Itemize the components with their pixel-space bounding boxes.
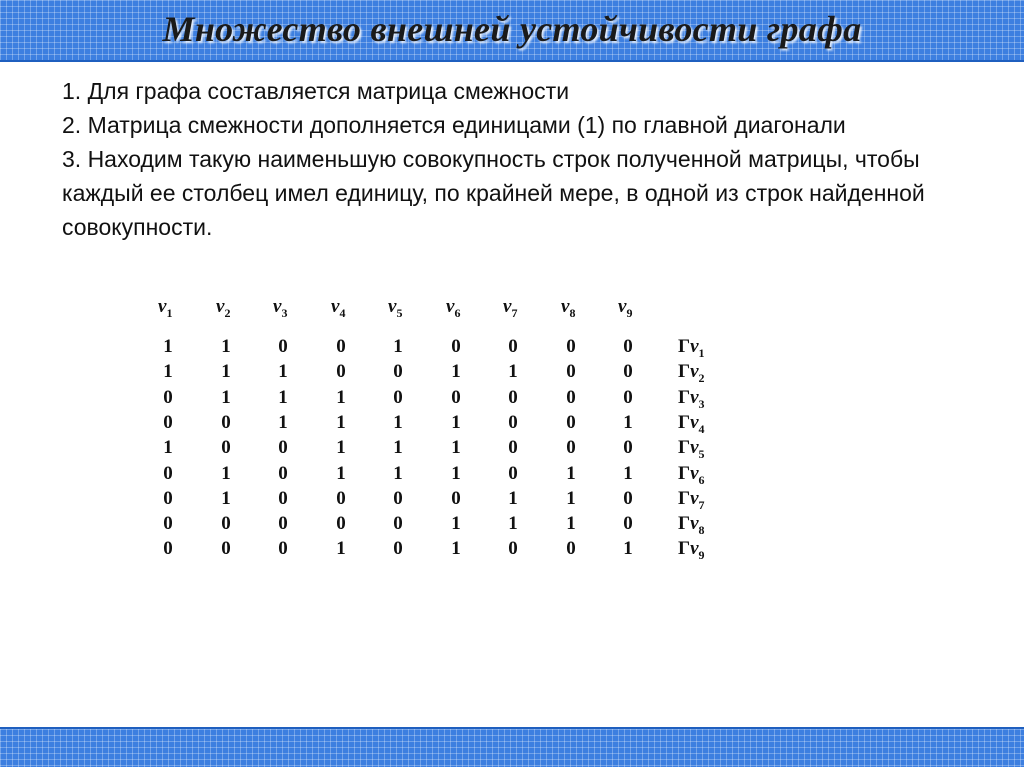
matrix-cell: 0 bbox=[336, 336, 346, 357]
row-label-letter: v bbox=[690, 411, 699, 433]
column-header-index: 4 bbox=[339, 305, 346, 320]
matrix-cell: 0 bbox=[566, 386, 576, 408]
matrix-cell: 0 bbox=[336, 487, 346, 509]
row-label-gamma-v9 bbox=[678, 538, 705, 563]
row-label-index: 7 bbox=[698, 497, 705, 512]
column-header-v6 bbox=[446, 296, 460, 321]
row-label-letter: v bbox=[690, 437, 699, 459]
matrix-cell: 0 bbox=[221, 411, 231, 433]
matrix-cell: 0 bbox=[278, 513, 288, 535]
matrix-cell: 0 bbox=[393, 513, 403, 535]
matrix-cell: 0 bbox=[508, 538, 518, 560]
matrix-cell: 1 bbox=[393, 462, 403, 484]
matrix-cell: 1 bbox=[221, 487, 231, 509]
column-header-letter: v bbox=[388, 296, 397, 317]
matrix-cell: 1 bbox=[566, 487, 576, 509]
row-label-index: 4 bbox=[698, 421, 705, 436]
matrix-cell: 0 bbox=[623, 361, 633, 383]
matrix-cell: 0 bbox=[221, 538, 231, 560]
matrix-cell: 1 bbox=[451, 538, 461, 560]
matrix-cell: 0 bbox=[278, 462, 288, 484]
column-header-v5 bbox=[388, 296, 402, 321]
matrix-cell: 0 bbox=[566, 538, 576, 560]
row-label-letter: v bbox=[690, 462, 699, 484]
matrix-cell: 0 bbox=[278, 487, 288, 509]
column-header-index: 6 bbox=[454, 305, 461, 320]
matrix-cell: 1 bbox=[221, 361, 231, 383]
row-label-gamma-v7 bbox=[678, 488, 705, 513]
matrix-cell: 1 bbox=[221, 462, 231, 484]
matrix-cell: 1 bbox=[451, 361, 461, 383]
matrix-cell: 0 bbox=[163, 462, 173, 484]
column-header-v4 bbox=[331, 296, 345, 321]
step-1: 1. Для графа составляется матрица смежности bbox=[62, 78, 570, 104]
matrix-cell: 0 bbox=[566, 336, 576, 357]
matrix-cell: 1 bbox=[336, 437, 346, 459]
row-label-gamma: Г bbox=[678, 336, 691, 357]
matrix-cell: 1 bbox=[221, 336, 231, 357]
matrix-cell: 1 bbox=[163, 361, 173, 383]
matrix-cell: 1 bbox=[336, 462, 346, 484]
column-header-v9 bbox=[618, 296, 632, 321]
matrix-cell: 0 bbox=[508, 411, 518, 433]
matrix-cell: 0 bbox=[336, 361, 346, 383]
row-label-index: 1 bbox=[698, 345, 705, 360]
row-label-index: 2 bbox=[698, 371, 705, 386]
row-label-letter: v bbox=[690, 513, 699, 535]
row-label-gamma: Г bbox=[678, 361, 691, 383]
matrix-cell: 1 bbox=[451, 437, 461, 459]
column-header-letter: v bbox=[618, 296, 627, 317]
row-label-index: 9 bbox=[698, 548, 705, 563]
row-label-gamma-v3 bbox=[678, 387, 705, 412]
matrix-cell: 0 bbox=[393, 487, 403, 509]
column-header-letter: v bbox=[158, 296, 167, 317]
column-header-index: 8 bbox=[569, 305, 576, 320]
matrix-cell: 0 bbox=[566, 411, 576, 433]
row-label-gamma: Г bbox=[678, 513, 691, 535]
column-header-letter: v bbox=[561, 296, 570, 317]
row-label-gamma: Г bbox=[678, 462, 691, 484]
row-label-letter: v bbox=[690, 487, 699, 509]
matrix-cell: 1 bbox=[623, 462, 633, 484]
column-header-index: 7 bbox=[511, 305, 518, 320]
row-label-letter: v bbox=[690, 336, 699, 357]
matrix-cell: 1 bbox=[336, 411, 346, 433]
header-divider bbox=[0, 60, 1024, 62]
row-label-letter: v bbox=[690, 386, 699, 408]
column-header-index: 2 bbox=[224, 305, 231, 320]
row-label-gamma: Г bbox=[678, 437, 691, 459]
row-label-gamma-v6 bbox=[678, 463, 705, 488]
matrix-cell: 1 bbox=[623, 538, 633, 560]
column-header-v2 bbox=[216, 296, 230, 321]
matrix-cell: 0 bbox=[163, 411, 173, 433]
row-label-gamma-v1 bbox=[678, 336, 705, 361]
matrix-cell: 0 bbox=[451, 336, 461, 357]
row-label-index: 3 bbox=[698, 396, 705, 411]
matrix-cell: 1 bbox=[566, 462, 576, 484]
matrix-cell: 1 bbox=[451, 411, 461, 433]
row-label-index: 8 bbox=[698, 522, 705, 537]
matrix-cell: 0 bbox=[393, 361, 403, 383]
matrix-cell: 1 bbox=[278, 361, 288, 383]
matrix-cell: 0 bbox=[163, 538, 173, 560]
step-3: 3. Находим такую наименьшую совокупность строк полученной матрицы, чтобы каждый ее столбец имел единицу, по крайней мере, в одной из строк найденной совокупности. bbox=[62, 146, 925, 240]
matrix-cell: 1 bbox=[278, 386, 288, 408]
matrix-cell: 1 bbox=[221, 386, 231, 408]
adjacency-matrix bbox=[150, 296, 730, 566]
matrix-cell: 0 bbox=[336, 513, 346, 535]
matrix-cell: 1 bbox=[336, 386, 346, 408]
column-header-letter: v bbox=[273, 296, 282, 317]
matrix-cell: 0 bbox=[508, 462, 518, 484]
column-header-v8 bbox=[561, 296, 575, 321]
matrix-cell: 0 bbox=[163, 487, 173, 509]
matrix-cell: 0 bbox=[623, 487, 633, 509]
matrix-cell: 0 bbox=[221, 437, 231, 459]
matrix-cell: 1 bbox=[336, 538, 346, 560]
matrix-cell: 1 bbox=[451, 513, 461, 535]
row-label-gamma: Г bbox=[678, 411, 691, 433]
row-label-letter: v bbox=[690, 361, 699, 383]
column-header-index: 3 bbox=[281, 305, 288, 320]
matrix-cell: 0 bbox=[508, 386, 518, 408]
matrix-cell: 0 bbox=[451, 386, 461, 408]
matrix-cell: 1 bbox=[278, 411, 288, 433]
matrix-cell: 0 bbox=[393, 538, 403, 560]
matrix-cell: 0 bbox=[163, 513, 173, 535]
matrix-cell: 1 bbox=[163, 437, 173, 459]
matrix-cell: 0 bbox=[278, 437, 288, 459]
column-header-index: 9 bbox=[626, 305, 633, 320]
footer-band bbox=[0, 729, 1024, 767]
row-label-letter: v bbox=[690, 538, 699, 560]
matrix-cell: 1 bbox=[451, 462, 461, 484]
column-header-index: 1 bbox=[166, 305, 173, 320]
steps-text bbox=[62, 74, 972, 244]
matrix-cell: 0 bbox=[451, 487, 461, 509]
row-label-gamma: Г bbox=[678, 386, 691, 408]
column-header-letter: v bbox=[503, 296, 512, 317]
step-2: 2. Матрица смежности дополняется единицами (1) по главной диагонали bbox=[62, 112, 846, 138]
matrix-cell: 0 bbox=[623, 386, 633, 408]
column-header-v7 bbox=[503, 296, 517, 321]
matrix-cell: 1 bbox=[393, 437, 403, 459]
column-header-letter: v bbox=[446, 296, 455, 317]
matrix-cell: 0 bbox=[393, 386, 403, 408]
matrix-cell: 0 bbox=[623, 437, 633, 459]
matrix-cell: 0 bbox=[278, 336, 288, 357]
row-label-gamma-v2 bbox=[678, 361, 705, 386]
row-label-gamma-v5 bbox=[678, 437, 705, 462]
slide-title: Множество внешней устойчивости графа bbox=[162, 9, 862, 49]
row-label-gamma: Г bbox=[678, 538, 691, 560]
matrix-cell: 0 bbox=[566, 437, 576, 459]
matrix-cell: 1 bbox=[508, 513, 518, 535]
matrix-cell: 1 bbox=[623, 411, 633, 433]
matrix-cell: 0 bbox=[221, 513, 231, 535]
matrix-cell: 0 bbox=[623, 513, 633, 535]
matrix-cell: 1 bbox=[393, 336, 403, 357]
matrix-cell: 0 bbox=[566, 361, 576, 383]
row-label-gamma-v4 bbox=[678, 412, 705, 437]
matrix-cell: 1 bbox=[508, 487, 518, 509]
column-header-index: 5 bbox=[396, 305, 403, 320]
matrix-cell: 0 bbox=[278, 538, 288, 560]
matrix-cell: 0 bbox=[623, 336, 633, 357]
row-label-index: 6 bbox=[698, 472, 705, 487]
column-header-v3 bbox=[273, 296, 287, 321]
row-label-gamma-v8 bbox=[678, 513, 705, 538]
matrix-cell: 1 bbox=[508, 361, 518, 383]
matrix-cell: 1 bbox=[393, 411, 403, 433]
matrix-cell: 0 bbox=[163, 386, 173, 408]
row-label-index: 5 bbox=[698, 446, 705, 461]
row-label-gamma: Г bbox=[678, 487, 691, 509]
column-header-letter: v bbox=[331, 296, 340, 317]
matrix-cell: 1 bbox=[163, 336, 173, 357]
column-header-letter: v bbox=[216, 296, 225, 317]
column-header-v1 bbox=[158, 296, 172, 321]
matrix-cell: 0 bbox=[508, 336, 518, 357]
matrix-cell: 1 bbox=[566, 513, 576, 535]
matrix-cell: 0 bbox=[508, 437, 518, 459]
